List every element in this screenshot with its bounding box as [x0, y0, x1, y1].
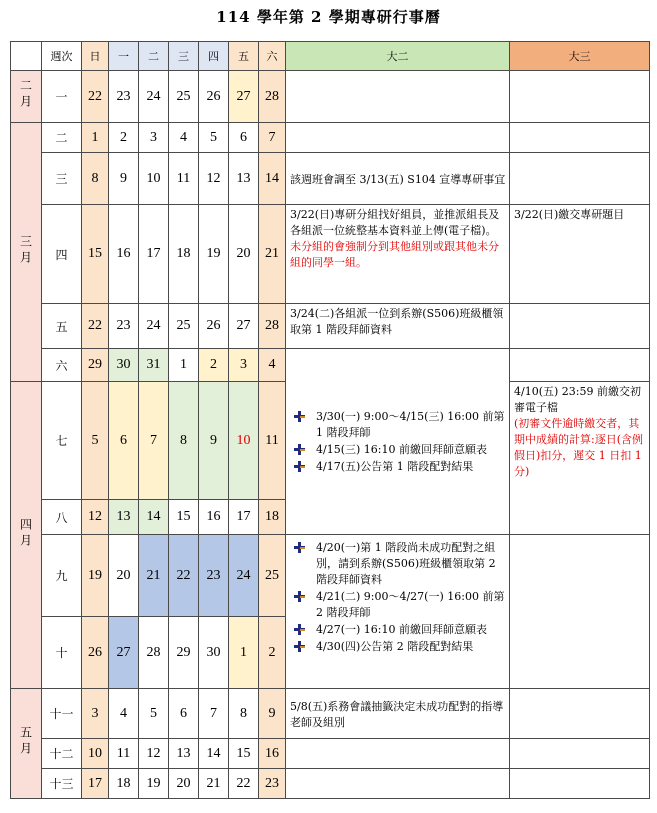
arrow-bullet-icon — [294, 542, 305, 553]
note-text: 3/22(日)專研分組找好組員，並推派組長及各組派一位統整基本資料並上傳(電子檔)。 — [290, 208, 500, 237]
date-cell: 5 — [139, 689, 169, 739]
date-cell: 19 — [82, 535, 109, 617]
week-label: 五 — [42, 304, 82, 349]
date-cell: 14 — [259, 153, 286, 205]
date-cell: 17 — [82, 769, 109, 799]
date-cell: 27 — [109, 617, 139, 689]
date-cell: 12 — [82, 500, 109, 535]
week-row-2 — [11, 123, 650, 153]
date-cell: 18 — [169, 205, 199, 304]
date-cell: 23 — [259, 769, 286, 799]
date-cell: 7 — [259, 123, 286, 153]
day-header-wed: 三 — [169, 42, 199, 71]
date-cell: 25 — [169, 304, 199, 349]
month-mar: 三月 — [11, 123, 42, 382]
week-row-9 — [11, 535, 650, 617]
list-item-text: 4/27(一) 16:10 前繳回拜師意願表 — [316, 623, 487, 636]
date-cell: 17 — [139, 205, 169, 304]
date-cell: 4 — [259, 349, 286, 382]
week-row-4 — [11, 205, 650, 304]
year3-note-empty — [510, 71, 650, 123]
arrow-bullet-icon — [294, 411, 305, 422]
note-text: 3/24(二)各組派一位到系辦(S506)班級櫃領取第 1 階段拜師資料 — [290, 307, 504, 336]
week-row-1 — [11, 71, 650, 123]
year3-note-empty — [510, 153, 650, 205]
date-cell: 21 — [199, 769, 229, 799]
date-cell: 5 — [199, 123, 229, 153]
week-header: 週次 — [42, 42, 82, 71]
date-cell: 22 — [169, 535, 199, 617]
year2-note-week6-8 — [286, 349, 510, 535]
date-cell: 8 — [82, 153, 109, 205]
year2-note-empty — [286, 739, 510, 769]
date-cell: 3 — [139, 123, 169, 153]
date-cell: 25 — [169, 71, 199, 123]
date-cell: 9 — [109, 153, 139, 205]
date-cell: 25 — [259, 535, 286, 617]
date-cell: 15 — [82, 205, 109, 304]
list-item-text: 4/15(三) 16:10 前繳回拜師意願表 — [316, 443, 487, 456]
date-cell: 16 — [109, 205, 139, 304]
date-cell: 7 — [199, 689, 229, 739]
date-cell: 15 — [229, 739, 259, 769]
date-cell: 21 — [139, 535, 169, 617]
date-cell: 12 — [139, 739, 169, 769]
week-row-5 — [11, 304, 650, 349]
date-cell: 6 — [169, 689, 199, 739]
date-cell: 20 — [169, 769, 199, 799]
date-cell: 27 — [229, 304, 259, 349]
list-item-text: 4/21(二) 9:00～4/27(一) 16:00 前第 2 階段拜師 — [316, 590, 505, 619]
week-label: 十 — [42, 617, 82, 689]
date-cell: 1 — [229, 617, 259, 689]
list-item-text: 4/17(五)公告第 1 階段配對結果 — [316, 460, 474, 473]
year3-note-empty — [510, 739, 650, 769]
date-cell: 26 — [199, 304, 229, 349]
date-cell: 6 — [229, 123, 259, 153]
week-label: 十一 — [42, 689, 82, 739]
date-cell: 17 — [229, 500, 259, 535]
date-cell: 26 — [82, 617, 109, 689]
month-apr: 四月 — [11, 382, 42, 689]
date-cell: 28 — [259, 304, 286, 349]
week-row-6 — [11, 349, 650, 382]
date-cell: 24 — [139, 71, 169, 123]
year3-note-week4 — [510, 205, 650, 304]
date-cell: 8 — [229, 689, 259, 739]
page-title: 114 學年第 2 學期專研行事曆 — [216, 8, 441, 26]
arrow-bullet-icon — [294, 591, 305, 602]
year2-note-empty — [286, 123, 510, 153]
year2-note-empty — [286, 71, 510, 123]
date-cell: 29 — [169, 617, 199, 689]
date-cell: 27 — [229, 71, 259, 123]
date-cell: 7 — [139, 382, 169, 500]
week-row-11 — [11, 689, 650, 739]
list-item-text: 4/20(一)第 1 階段尚未成功配對之組別，請到系辦(S506)班級櫃領取第 2 階段拜師資料 — [316, 541, 496, 586]
week-label: 十二 — [42, 739, 82, 769]
week-label: 七 — [42, 382, 82, 500]
date-cell: 19 — [139, 769, 169, 799]
date-cell: 11 — [259, 382, 286, 500]
date-cell: 15 — [169, 500, 199, 535]
year3-note-empty — [510, 123, 650, 153]
date-cell: 23 — [199, 535, 229, 617]
date-cell: 28 — [259, 71, 286, 123]
day-header-thu: 四 — [199, 42, 229, 71]
list-item — [290, 639, 507, 655]
week-label: 四 — [42, 205, 82, 304]
year2-note-week11 — [286, 689, 510, 739]
date-cell: 24 — [229, 535, 259, 617]
date-cell: 23 — [109, 304, 139, 349]
list-item — [290, 589, 507, 621]
date-cell: 28 — [139, 617, 169, 689]
list-item — [290, 409, 507, 441]
year3-header: 大三 — [510, 42, 650, 71]
year2-note-week5 — [286, 304, 510, 349]
date-cell: 2 — [109, 123, 139, 153]
year3-note-empty — [510, 304, 650, 349]
year2-note-week4 — [286, 205, 510, 304]
date-cell: 20 — [229, 205, 259, 304]
arrow-bullet-icon — [294, 641, 305, 652]
year3-note-empty — [510, 535, 650, 689]
date-cell: 1 — [82, 123, 109, 153]
day-header-mon: 一 — [109, 42, 139, 71]
note-text: 5/8(五)系務會議抽籤決定未成功配對的指導老師及組別 — [290, 699, 504, 729]
date-cell: 19 — [199, 205, 229, 304]
date-cell: 30 — [109, 349, 139, 382]
date-cell: 24 — [139, 304, 169, 349]
year3-note-week7 — [510, 382, 650, 535]
week-label: 六 — [42, 349, 82, 382]
date-cell: 18 — [259, 500, 286, 535]
date-cell: 13 — [169, 739, 199, 769]
date-cell: 21 — [259, 205, 286, 304]
date-cell: 13 — [229, 153, 259, 205]
date-cell: 10 — [82, 739, 109, 769]
date-cell: 29 — [82, 349, 109, 382]
list-item-text: 3/30(一) 9:00～4/15(三) 16:00 前第 1 階段拜師 — [316, 410, 505, 439]
date-cell: 2 — [259, 617, 286, 689]
date-cell: 14 — [199, 739, 229, 769]
day-header-tue: 二 — [139, 42, 169, 71]
phase2-list — [290, 540, 507, 655]
year2-header: 大二 — [286, 42, 510, 71]
date-cell: 8 — [169, 382, 199, 500]
date-cell: 22 — [229, 769, 259, 799]
week-row-3 — [11, 153, 650, 205]
week-label: 九 — [42, 535, 82, 617]
date-cell: 31 — [139, 349, 169, 382]
week-label: 十三 — [42, 769, 82, 799]
week-label: 二 — [42, 123, 82, 153]
date-cell: 2 — [199, 349, 229, 382]
arrow-bullet-icon — [294, 624, 305, 635]
header-row — [11, 42, 650, 71]
date-cell: 23 — [109, 71, 139, 123]
month-may: 五月 — [11, 689, 42, 799]
year2-note-week3 — [286, 153, 510, 205]
note-warning-text: 未分組的會強制分到其他組別或跟其他未分組的同學一組。 — [290, 240, 499, 269]
year3-note-empty — [510, 769, 650, 799]
note-text: 4/10(五) 23:59 前繳交初審電子檔 — [514, 385, 641, 414]
date-cell: 14 — [139, 500, 169, 535]
month-feb: 二月 — [11, 71, 42, 123]
note-text: 該週班會調至 3/13(五) S104 宣導專研事宜 — [290, 172, 506, 186]
arrow-bullet-icon — [294, 444, 305, 455]
year2-note-empty — [286, 769, 510, 799]
week-label: 一 — [42, 71, 82, 123]
year3-note-empty — [510, 349, 650, 382]
calendar-table — [10, 41, 650, 799]
week-label: 三 — [42, 153, 82, 205]
date-cell: 4 — [109, 689, 139, 739]
note-warning-text: (初審文件逾時繳交者，其期中成績的計算:逐日(含例假日)扣分，遲交 1 日扣 1 分) — [514, 417, 643, 478]
week-row-13 — [11, 769, 650, 799]
phase1-list — [290, 409, 507, 475]
date-cell: 10 — [139, 153, 169, 205]
date-cell: 10 — [229, 382, 259, 500]
day-header-fri: 五 — [229, 42, 259, 71]
date-cell: 4 — [169, 123, 199, 153]
note-text: 3/22(日)繳交專研題目 — [514, 208, 625, 221]
week-row-12 — [11, 739, 650, 769]
date-cell: 22 — [82, 71, 109, 123]
list-item — [290, 540, 507, 588]
list-item — [290, 622, 507, 638]
year3-note-empty — [510, 689, 650, 739]
list-item — [290, 442, 507, 458]
day-header-sat: 六 — [259, 42, 286, 71]
list-item — [290, 459, 507, 475]
date-cell: 5 — [82, 382, 109, 500]
date-cell: 20 — [109, 535, 139, 617]
date-cell: 13 — [109, 500, 139, 535]
date-cell: 18 — [109, 769, 139, 799]
date-cell: 1 — [169, 349, 199, 382]
date-cell: 3 — [82, 689, 109, 739]
arrow-bullet-icon — [294, 461, 305, 472]
date-cell: 9 — [199, 382, 229, 500]
date-cell: 11 — [169, 153, 199, 205]
date-cell: 26 — [199, 71, 229, 123]
week-label: 八 — [42, 500, 82, 535]
date-cell: 22 — [82, 304, 109, 349]
date-cell: 16 — [199, 500, 229, 535]
date-cell: 9 — [259, 689, 286, 739]
day-header-sun: 日 — [82, 42, 109, 71]
corner-cell — [11, 42, 42, 71]
date-cell: 16 — [259, 739, 286, 769]
year2-note-week9-10 — [286, 535, 510, 689]
date-cell: 6 — [109, 382, 139, 500]
date-cell: 30 — [199, 617, 229, 689]
date-cell: 12 — [199, 153, 229, 205]
date-cell: 3 — [229, 349, 259, 382]
list-item-text: 4/30(四)公告第 2 階段配對結果 — [316, 640, 474, 653]
date-cell: 11 — [109, 739, 139, 769]
